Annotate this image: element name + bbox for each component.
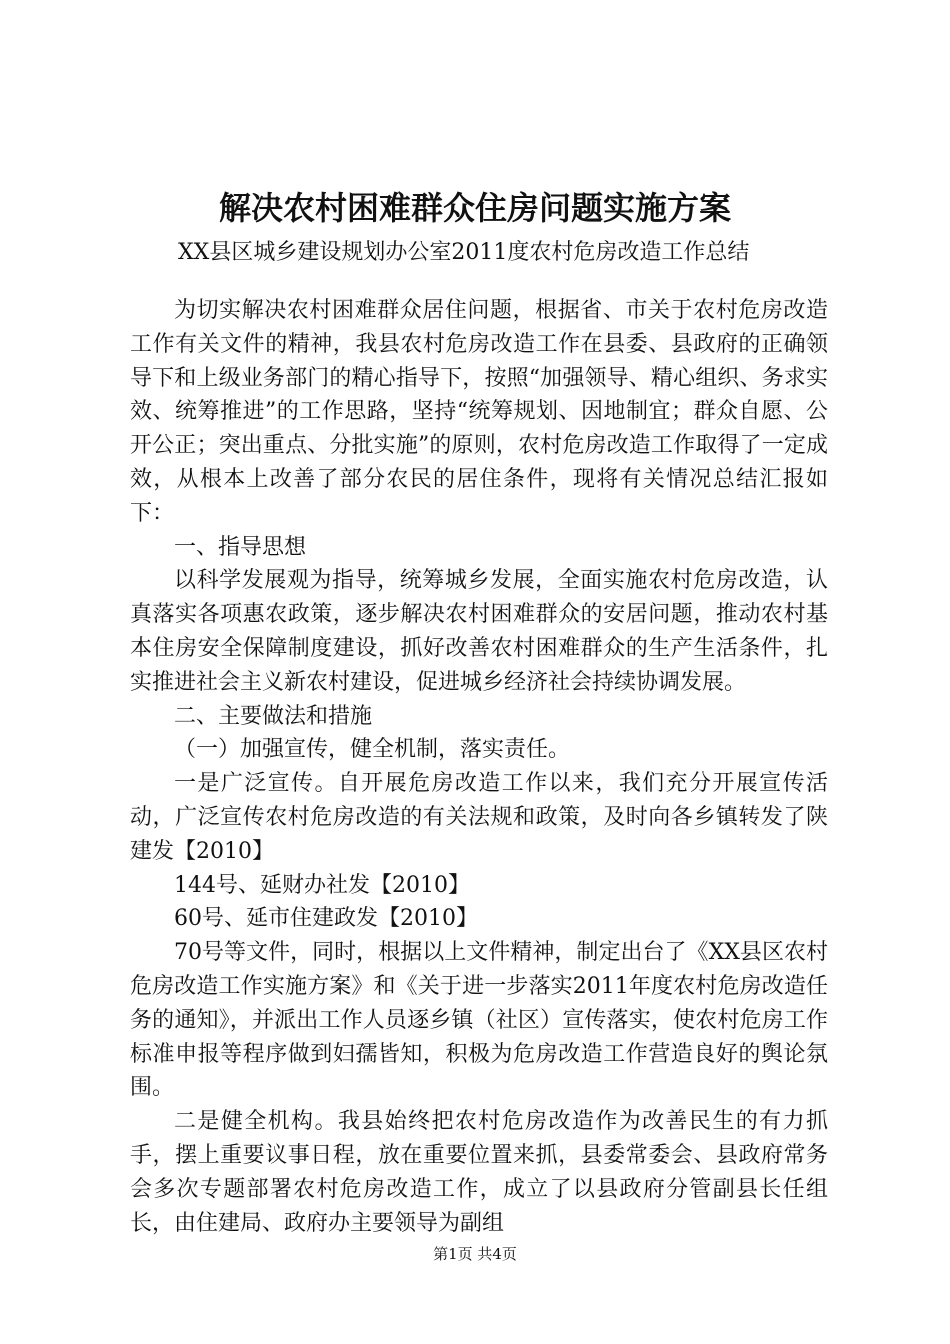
paragraph-doc-ref-70: 70号等文件，同时，根据以上文件精神，制定出台了《XX县区农村危房改造工作实施方案》和《关于进一步落实2011年度农村危房改造任务的通知》，并派出工作人员逐乡镇（社区）宣传落实，使农村危房工作标准申报等程序做到妇孺皆知，积极为危房改造工作营造良好的舆论氛围。 (130, 940, 828, 1101)
section-heading-guiding-ideology: 一、指导思想 (174, 534, 307, 560)
document-subtitle: XX县区城乡建设规划办公室2011度农村危房改造工作总结 (178, 240, 750, 265)
paragraph-organization: 二是健全机构。我县始终把农村危房改造作为改善民生的有力抓手，摆上重要议事日程，放在重要位置来抓，县委常委会、县政府常务会多次专题部署农村危房改造工作，成立了以县政府分管副县长任组长，由住建局、政府办主要领导为副组 (130, 1109, 828, 1236)
paragraph-intro: 为切实解决农村困难群众居住问题，根据省、市关于农村危房改造工作有关文件的精神，我县农村危房改造工作在县委、县政府的正确领导下和上级业务部门的精心指导下，按照“加强领导、精心组织、务求实效、统筹推进”的工作思路，坚持“统筹规划、因地制宜；群众自愿、公开公正；突出重点、分批实施”的原则，农村危房改造工作取得了一定成效，从根本上改善了部分农民的居住条件，现将有关情况总结汇报如下： (130, 298, 828, 526)
paragraph-doc-ref-60: 60号、延市住建政发【2010】 (174, 906, 478, 932)
page-footer: 第1页 共4页 (433, 1245, 517, 1263)
section-heading-main-measures: 二、主要做法和措施 (174, 703, 373, 729)
paragraph-publicity: 一是广泛宣传。自开展危房改造工作以来，我们充分开展宣传活动，广泛宣传农村危房改造的有关法规和政策，及时向各乡镇转发了陕建发【2010】 (130, 771, 828, 864)
document-body (130, 294, 828, 1240)
paragraph-doc-ref-144: 144号、延财办社发【2010】 (174, 872, 470, 898)
document-title: 解决农村困难群众住房问题实施方案 (218, 189, 731, 227)
subsection-heading-publicity: （一）加强宣传，健全机制，落实责任。 (174, 737, 571, 763)
paragraph-guiding-ideology: 以科学发展观为指导，统筹城乡发展，全面实施农村危房改造，认真落实各项惠农政策，逐步解决农村困难群众的安居问题，推动农村基本住房安全保障制度建设，抓好改善农村困难群众的生产生活条件，扎实推进社会主义新农村建设，促进城乡经济社会持续协调发展。 (130, 568, 828, 695)
